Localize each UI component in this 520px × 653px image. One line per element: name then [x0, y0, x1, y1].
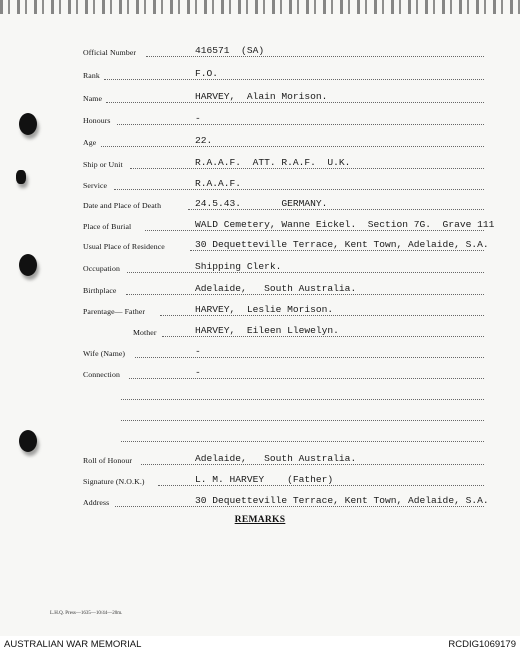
- row-residence: [0, 238, 520, 256]
- value-mother: HARVEY, Eileen Llewelyn.: [195, 325, 339, 336]
- value-roll-of-honour: Adelaide, South Australia.: [195, 453, 357, 464]
- label-roll-of-honour: Roll of Honour: [83, 456, 133, 465]
- label-official-number: Official Number: [83, 48, 137, 57]
- row-address: [0, 494, 520, 512]
- blank-line-3: [0, 429, 520, 447]
- label-age: Age: [83, 138, 97, 147]
- row-father: [0, 303, 520, 321]
- row-occupation: [0, 260, 520, 278]
- row-rank: [0, 67, 520, 85]
- value-service: R.A.A.F.: [195, 178, 242, 189]
- label-residence: Usual Place of Residence: [83, 242, 165, 251]
- label-honours: Honours: [83, 116, 111, 125]
- value-rank: F.O.: [195, 68, 219, 79]
- footer-institution: AUSTRALIAN WAR MEMORIAL: [4, 639, 142, 650]
- value-residence: 30 Dequetteville Terrace, Kent Town, Adelaide, S.A.: [195, 239, 489, 250]
- value-honours: -: [195, 113, 201, 124]
- label-father: Parentage— Father: [83, 307, 146, 316]
- label-address: Address: [83, 498, 110, 507]
- row-place-of-burial: [0, 218, 520, 236]
- label-mother: Mother: [133, 328, 157, 337]
- label-wife: Wife (Name): [83, 349, 126, 358]
- label-service: Service: [83, 181, 108, 190]
- value-place-of-burial: WALD Cemetery, Wanne Eickel. Section 7G. Grave 111: [195, 219, 495, 230]
- archive-footer: [0, 636, 520, 653]
- row-ship-or-unit: [0, 156, 520, 174]
- row-date-place-death: [0, 197, 520, 215]
- footer-record-id: RCDIG1069179: [448, 639, 516, 650]
- printer-note: L.H.Q. Press—1635—10/44—20m.: [50, 611, 123, 616]
- label-place-of-burial: Place of Burial: [83, 222, 132, 231]
- value-signature: L. M. HARVEY (Father): [195, 474, 334, 485]
- blank-line-2: [0, 408, 520, 426]
- label-rank: Rank: [83, 71, 100, 80]
- value-connection: -: [195, 367, 201, 378]
- row-age: [0, 134, 520, 152]
- row-wife: [0, 345, 520, 363]
- row-roll-of-honour: [0, 452, 520, 470]
- label-occupation: Occupation: [83, 264, 120, 273]
- row-birthplace: [0, 282, 520, 300]
- value-birthplace: Adelaide, South Australia.: [195, 283, 357, 294]
- value-occupation: Shipping Clerk.: [195, 261, 282, 272]
- value-address: 30 Dequetteville Terrace, Kent Town, Adelaide, S.A.: [195, 495, 489, 506]
- label-birthplace: Birthplace: [83, 286, 117, 295]
- value-name: HARVEY, Alain Morison.: [195, 91, 328, 102]
- label-name: Name: [83, 94, 103, 103]
- label-connection: Connection: [83, 370, 120, 379]
- label-date-place-death: Date and Place of Death: [83, 201, 162, 210]
- value-father: HARVEY, Leslie Morison.: [195, 304, 334, 315]
- torn-top-edge: [0, 0, 520, 14]
- blank-line-1: [0, 387, 520, 405]
- label-signature: Signature (N.O.K.): [83, 477, 145, 486]
- value-age: 22.: [195, 135, 213, 146]
- remarks-heading: REMARKS: [234, 515, 286, 525]
- row-name: [0, 90, 520, 108]
- value-ship-or-unit: R.A.A.F. ATT. R.A.F. U.K.: [195, 157, 351, 168]
- row-mother: [0, 324, 520, 342]
- value-official-number: 416571 (SA): [195, 45, 265, 56]
- row-service: [0, 177, 520, 195]
- value-wife: -: [195, 346, 201, 357]
- row-signature: [0, 473, 520, 491]
- value-date-place-death: 24.5.43. GERMANY.: [195, 198, 328, 209]
- row-connection: [0, 366, 520, 384]
- row-honours: [0, 112, 520, 130]
- row-official-number: [0, 44, 520, 62]
- label-ship-or-unit: Ship or Unit: [83, 160, 123, 169]
